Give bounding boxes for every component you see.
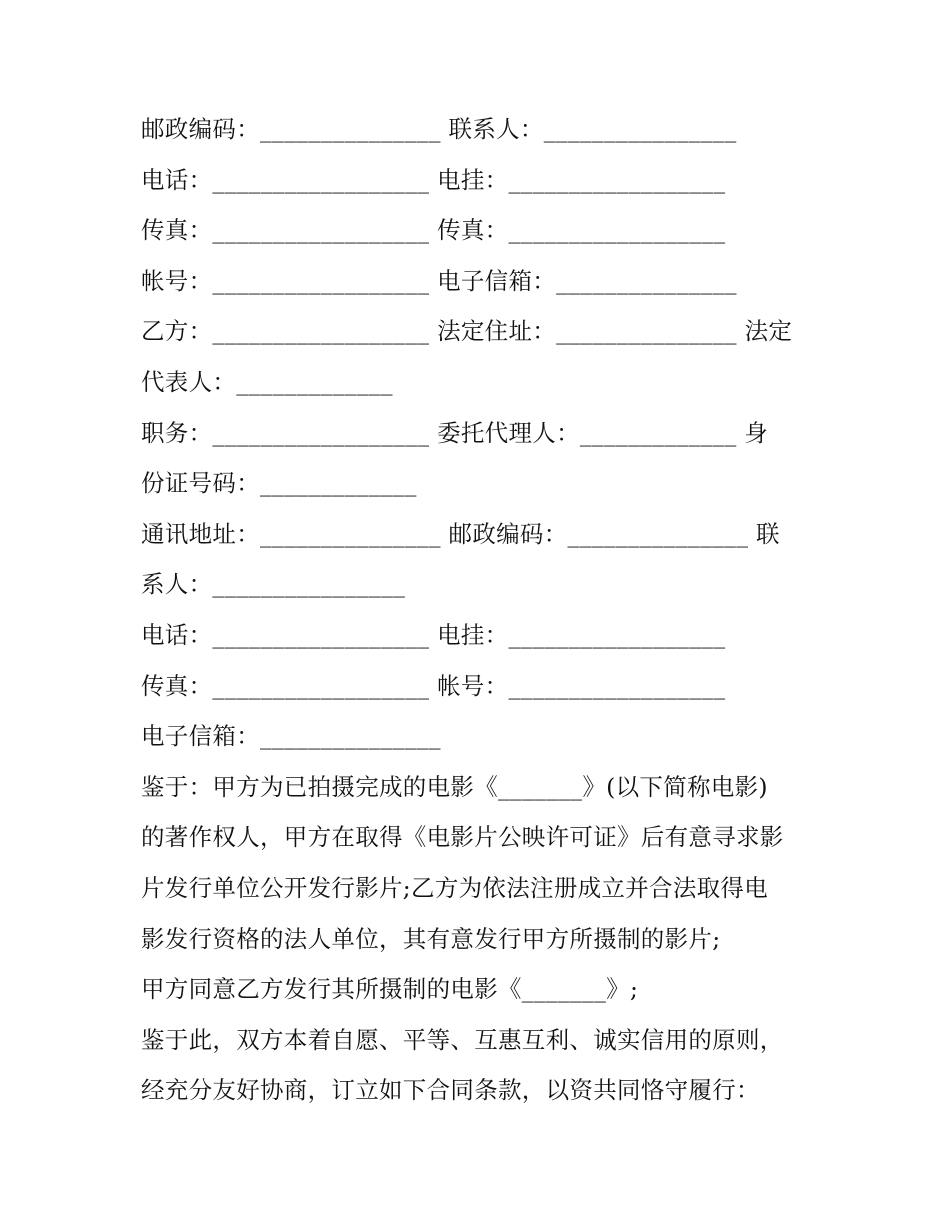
document-page: [141, 104, 821, 1116]
text-line-representative: 代表人：_____________: [141, 367, 393, 396]
text-line-whereas-1: 鉴于：甲方为已拍摄完成的电影《_______》(以下简称电影): [141, 772, 768, 801]
text-line-phone-cable-b: 电话：__________________ 电挂：__________________: [141, 620, 726, 649]
text-line-email-b: 电子信箱：_______________: [141, 722, 441, 751]
text-line-principles: 鉴于此，双方本着自愿、平等、互惠互利、诚实信用的原则，: [141, 1025, 784, 1054]
text-line-party-b-address: 乙方：__________________ 法定住址：_______________ 法定: [141, 317, 793, 346]
text-line-whereas-4: 影发行资格的法人单位，其有意发行甲方所摄制的影片;: [141, 924, 721, 953]
text-line-mailing-address: 通讯地址：_______________ 邮政编码：_______________ 联: [141, 519, 780, 548]
text-line-id-number: 份证号码：_____________: [141, 469, 417, 498]
text-line-whereas-3: 片发行单位公开发行影片;乙方为依法注册成立并合法取得电: [141, 873, 769, 902]
text-line-fax-account-b: 传真：__________________ 帐号：__________________: [141, 671, 726, 700]
text-line-phone-cable: 电话：__________________ 电挂：__________________: [141, 165, 726, 194]
text-line-position-agent: 职务：__________________ 委托代理人：_____________ 身: [141, 418, 769, 447]
text-line-fax-fax: 传真：__________________ 传真：__________________: [141, 216, 726, 245]
text-line-contact-person: 系人：________________: [141, 570, 406, 599]
text-line-conclusion: 经充分友好协商，订立如下合同条款，以资共同恪守履行：: [141, 1076, 760, 1105]
text-line-postcode-contact: 邮政编码：_______________ 联系人：________________: [141, 115, 737, 143]
text-line-whereas-2: 的著作权人，甲方在取得《电影片公映许可证》后有意寻求影: [141, 823, 784, 852]
text-line-account-email: 帐号：__________________ 电子信箱：_______________: [141, 266, 737, 295]
text-line-agreement: 甲方同意乙方发行其所摄制的电影《_______》;: [141, 975, 639, 1004]
